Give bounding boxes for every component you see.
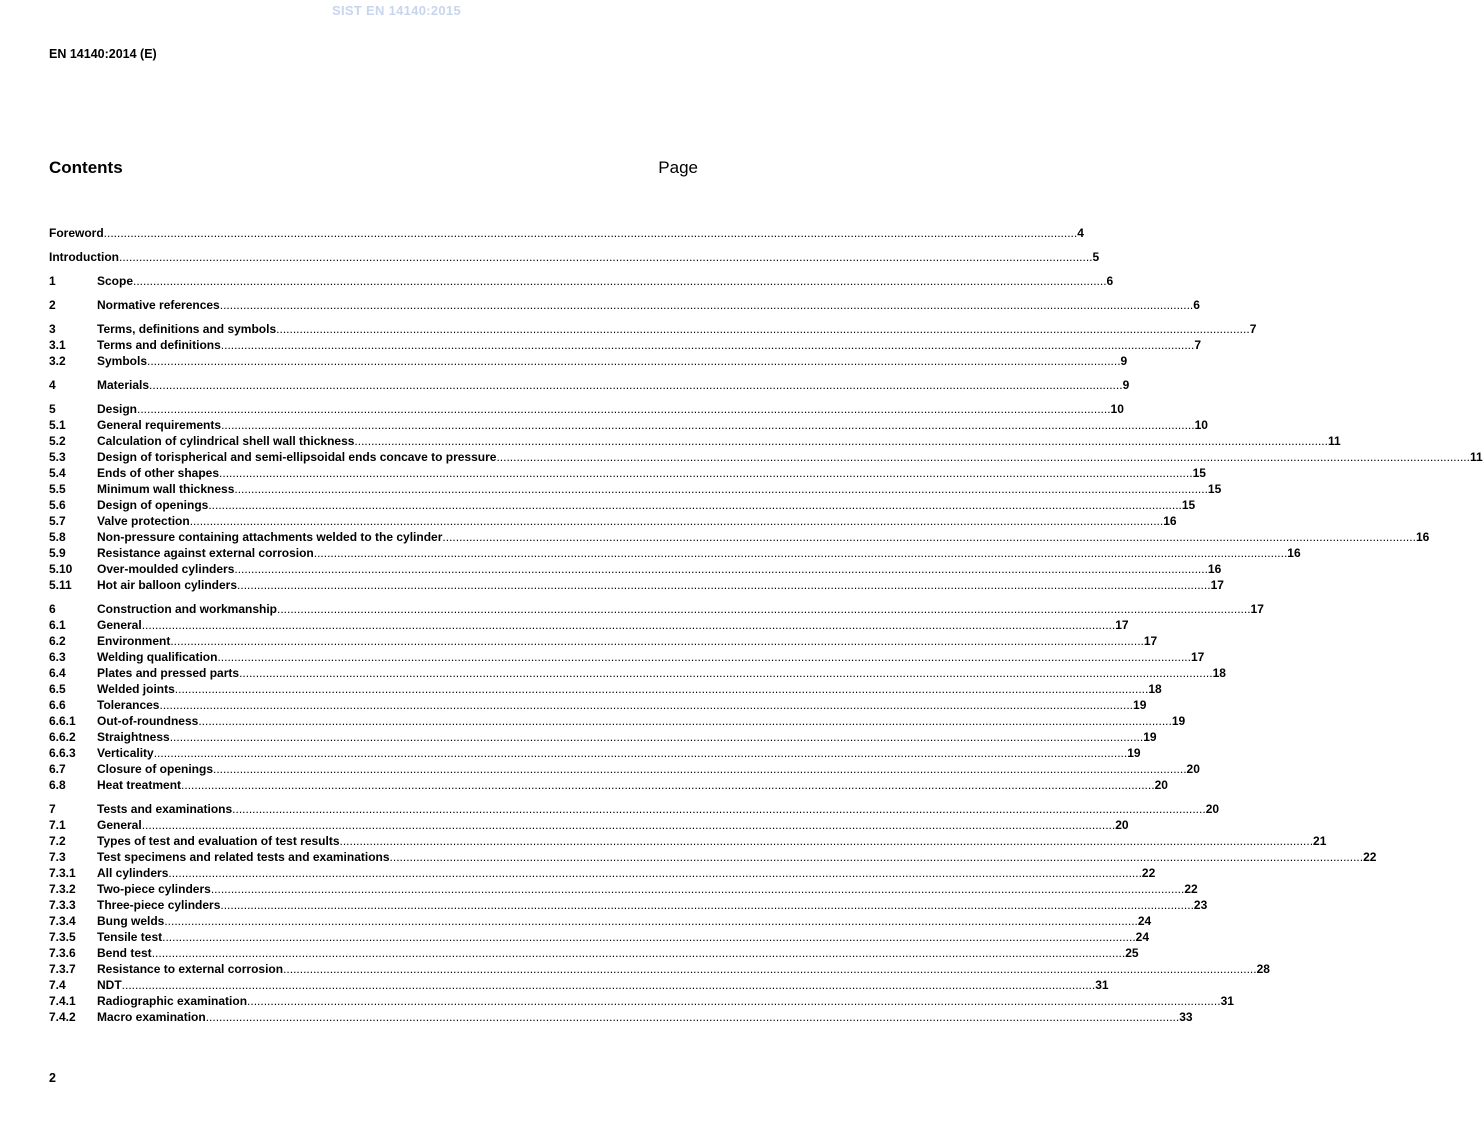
toc-entry[interactable] [49, 665, 1226, 681]
toc-entry[interactable] [49, 417, 1208, 433]
toc-dot-leader [247, 993, 1221, 1009]
toc-entry-title: Heat treatment [97, 778, 182, 792]
toc-entry[interactable] [49, 497, 1196, 513]
toc-entry-page: 17 [1143, 634, 1158, 648]
toc-entry-title: Minimum wall thickness [97, 482, 235, 496]
toc-entry-number: 6.3 [49, 650, 66, 664]
toc-dot-leader [220, 897, 1194, 913]
toc-entry-page: 22 [1141, 866, 1156, 880]
toc-entry-number: 6.8 [49, 778, 66, 792]
toc-entry-title: Symbols [97, 354, 148, 368]
toc-entry[interactable] [49, 433, 1341, 449]
toc-entry-title: Bung welds [97, 914, 165, 928]
toc-entry-title: Three-piece cylinders [97, 898, 221, 912]
toc-entry[interactable] [49, 513, 1177, 529]
toc-entry-number: 6.6.2 [49, 730, 76, 744]
toc-entry[interactable] [49, 617, 1129, 633]
toc-dot-leader [190, 513, 1164, 529]
toc-entry-page: 25 [1125, 946, 1139, 960]
toc-entry[interactable] [49, 225, 1084, 241]
toc-entry-title: Terms and definitions [97, 338, 221, 352]
toc-entry-title: Verticality [97, 746, 154, 760]
toc-entry-title: Macro examination [97, 1010, 206, 1024]
toc-entry-title: Two-piece cylinders [97, 882, 211, 896]
toc-entry-page: 10 [1194, 418, 1208, 432]
toc-dot-leader [354, 433, 1328, 449]
toc-entry-page: 19 [1171, 714, 1186, 728]
toc-entry-number: 7.2 [49, 834, 66, 848]
toc-dot-leader [234, 481, 1208, 497]
toc-dot-leader [181, 777, 1155, 793]
toc-dot-leader [237, 577, 1211, 593]
toc-dot-leader [213, 761, 1187, 777]
toc-entry-number: 5.4 [49, 466, 66, 480]
toc-entry-number: 7.3.7 [49, 962, 76, 976]
toc-entry-title: Bend test [97, 946, 152, 960]
toc-entry-title: Design [97, 402, 138, 416]
toc-entry-number: 7.3.2 [49, 882, 76, 896]
toc-entry[interactable] [49, 929, 1150, 945]
toc-entry-page: 6 [1193, 298, 1200, 312]
toc-entry-page: 19 [1127, 746, 1141, 760]
toc-entry-number: 6 [49, 602, 56, 616]
toc-entry[interactable] [49, 545, 1301, 561]
toc-entry-number: 5.10 [49, 562, 73, 576]
toc-dot-leader [211, 881, 1185, 897]
toc-dot-leader [133, 273, 1107, 289]
toc-entry-title: NDT [97, 978, 122, 992]
toc-entry[interactable] [49, 273, 1114, 289]
toc-entry-title: Introduction [49, 250, 119, 264]
toc-entry-number: 5.7 [49, 514, 66, 528]
toc-dot-leader [340, 833, 1314, 849]
toc-dot-leader [122, 977, 1096, 993]
toc-dot-leader [170, 633, 1144, 649]
toc-entry[interactable] [49, 1009, 1193, 1025]
toc-entry[interactable] [49, 337, 1202, 353]
toc-dot-leader [119, 249, 1093, 265]
toc-entry-page: 15 [1192, 466, 1206, 480]
toc-entry-title: Scope [97, 274, 134, 288]
toc-entry-number: 7.4.1 [49, 994, 76, 1008]
toc-entry[interactable] [49, 681, 1162, 697]
toc-dot-leader [142, 817, 1116, 833]
toc-entry-title: Tolerances [97, 698, 160, 712]
toc-entry-title: Normative references [97, 298, 220, 312]
toc-entry-title: Calculation of cylindrical shell wall thickness [97, 434, 355, 448]
toc-entry-page: 33 [1179, 1010, 1193, 1024]
toc-dot-leader [221, 417, 1195, 433]
toc-dot-leader [147, 353, 1121, 369]
toc-entry[interactable] [49, 713, 1186, 729]
toc-entry-title: Environment [97, 634, 171, 648]
toc-entry-title: Test specimens and related tests and examinations [97, 850, 390, 864]
toc-entry-page: 20 [1205, 802, 1220, 816]
toc-entry-number: 5.11 [49, 578, 72, 592]
toc-entry-page: 19 [1133, 698, 1147, 712]
toc-entry-number: 7.3.1 [49, 866, 76, 880]
toc-entry[interactable] [49, 481, 1222, 497]
toc-entry-page: 24 [1137, 914, 1152, 928]
toc-entry-page: 16 [1163, 514, 1177, 528]
toc-entry-number: 6.6 [49, 698, 66, 712]
toc-dot-leader [239, 665, 1213, 681]
toc-entry-page: 20 [1154, 778, 1168, 792]
toc-entry-number: 5.3 [49, 450, 66, 464]
toc-entry-number: 5.5 [49, 482, 66, 496]
toc-entry[interactable] [49, 249, 1100, 265]
toc-entry-number: 1 [49, 274, 56, 288]
page-column-label: Page [658, 158, 698, 177]
toc-entry-number: 5.6 [49, 498, 66, 512]
toc-entry-title: Tests and examinations [97, 802, 233, 816]
toc-dot-leader [219, 465, 1193, 481]
toc-entry-title: General [97, 818, 142, 832]
toc-entry[interactable] [49, 913, 1152, 929]
watermark: SIST EN 14140:2015 [332, 3, 461, 18]
toc-dot-leader [220, 297, 1194, 313]
toc-entry-title: General [97, 618, 142, 632]
toc-entry[interactable] [49, 633, 1158, 649]
toc-entry[interactable] [49, 945, 1139, 961]
toc-entry-page: 17 [1190, 650, 1205, 664]
toc-dot-leader [221, 337, 1195, 353]
toc-entry-title: Resistance against external corrosion [97, 546, 314, 560]
toc-entry-page: 16 [1415, 530, 1430, 544]
toc-group [49, 801, 1377, 1025]
toc-entry-title: Foreword [49, 226, 104, 240]
toc-entry[interactable] [49, 897, 1208, 913]
toc-entry[interactable] [49, 961, 1270, 977]
toc-entry[interactable] [49, 801, 1220, 817]
toc-entry-page: 19 [1143, 730, 1157, 744]
toc-entry-page: 28 [1256, 962, 1270, 976]
toc-entry[interactable] [49, 529, 1430, 545]
toc-entry-title: Materials [97, 378, 150, 392]
toc-entry-title: Valve protection [97, 514, 190, 528]
toc-dot-leader [162, 929, 1136, 945]
toc-entry-title: Hot air balloon cylinders [97, 578, 238, 592]
toc-entry-page: 17 [1210, 578, 1224, 592]
toc-entry[interactable] [49, 577, 1224, 593]
toc-entry-number: 5.9 [49, 546, 66, 560]
toc-entry-title: Design of torispherical and semi-ellipsoidal ends concave to pressure [97, 450, 497, 464]
toc-entry[interactable] [49, 849, 1377, 865]
toc-entry-page: 17 [1115, 618, 1129, 632]
toc-entry[interactable] [49, 601, 1264, 617]
toc-entry-page: 31 [1220, 994, 1234, 1008]
toc-entry-title: Types of test and evaluation of test results [97, 834, 340, 848]
toc-entry[interactable] [49, 321, 1257, 337]
toc-entry-page: 23 [1193, 898, 1208, 912]
toc-entry-title: Straightness [97, 730, 170, 744]
toc-dot-leader [390, 849, 1364, 865]
toc-entry-number: 2 [49, 298, 56, 312]
toc-entry-page: 16 [1207, 562, 1222, 576]
toc-entry-page: 22 [1184, 882, 1198, 896]
toc-dot-leader [137, 401, 1111, 417]
toc-entry-title: Radiographic examination [97, 994, 248, 1008]
toc-entry[interactable] [49, 833, 1327, 849]
toc-dot-leader [442, 529, 1416, 545]
toc-entry[interactable] [49, 977, 1109, 993]
toc-entry-page: 18 [1148, 682, 1162, 696]
toc-dot-leader [175, 681, 1149, 697]
toc-entry-page: 15 [1207, 482, 1222, 496]
toc-dot-leader [206, 1009, 1180, 1025]
toc-entry-page: 7 [1194, 338, 1202, 352]
toc-entry-title: Welding qualification [97, 650, 218, 664]
toc-entry-number: 6.6.3 [49, 746, 76, 760]
toc-entry-page: 24 [1135, 930, 1150, 944]
toc-entry[interactable] [49, 817, 1129, 833]
toc-entry[interactable] [49, 297, 1200, 313]
toc-entry-number: 7.3.6 [49, 946, 76, 960]
toc-dot-leader [217, 649, 1191, 665]
toc-group [49, 601, 1264, 793]
toc-entry-title: Construction and workmanship [97, 602, 278, 616]
toc-dot-leader [168, 865, 1142, 881]
toc-entry-page: 9 [1120, 354, 1128, 368]
toc-entry-number: 5.8 [49, 530, 66, 544]
toc-group [49, 377, 1130, 393]
toc-dot-leader [314, 545, 1288, 561]
toc-entry[interactable] [49, 449, 1483, 465]
toc-entry[interactable] [49, 697, 1147, 713]
toc-group [49, 297, 1200, 313]
toc-entry[interactable] [49, 777, 1168, 793]
toc-entry-page: 17 [1250, 602, 1264, 616]
toc-entry-number: 6.4 [49, 666, 66, 680]
toc-dot-leader [277, 601, 1251, 617]
toc-entry-page: 11 [1327, 434, 1341, 448]
toc-dot-leader [154, 745, 1128, 761]
toc-entry-page: 9 [1122, 378, 1130, 392]
document-id: EN 14140:2014 (E) [49, 47, 157, 61]
toc-entry[interactable] [49, 761, 1200, 777]
toc-entry-page: 21 [1313, 834, 1327, 848]
toc-entry-number: 4 [49, 378, 56, 392]
toc-dot-leader [104, 225, 1078, 241]
toc-entry-title: Plates and pressed parts [97, 666, 240, 680]
toc-entry-number: 7.3.3 [49, 898, 76, 912]
toc-entry-title: Tensile test [97, 930, 163, 944]
toc-dot-leader [232, 801, 1206, 817]
toc-entry-number: 5.1 [49, 418, 66, 432]
toc-entry-title: Out-of-roundness [97, 714, 199, 728]
toc-entry-title: Ends of other shapes [97, 466, 220, 480]
toc-entry-number: 6.2 [49, 634, 66, 648]
toc-entry-page: 11 [1469, 450, 1483, 464]
toc-entry-number: 6.1 [49, 618, 66, 632]
toc-group [49, 273, 1114, 289]
toc-entry-page: 18 [1212, 666, 1226, 680]
toc-entry-page: 7 [1249, 322, 1257, 336]
toc-entry-page: 15 [1181, 498, 1196, 512]
toc-group [49, 225, 1084, 241]
toc-entry-page: 20 [1115, 818, 1129, 832]
toc-entry-number: 3.1 [49, 338, 66, 352]
toc-entry-number: 5 [49, 402, 56, 416]
toc-entry-page: 31 [1095, 978, 1109, 992]
toc-dot-leader [149, 377, 1123, 393]
toc-entry-number: 7.3.4 [49, 914, 76, 928]
toc-entry-title: General requirements [97, 418, 222, 432]
table-of-contents [49, 225, 1483, 1033]
toc-entry-number: 7.3.5 [49, 930, 76, 944]
toc-dot-leader [234, 561, 1208, 577]
toc-entry-number: 7.4 [49, 978, 66, 992]
page-number: 2 [49, 1071, 56, 1085]
toc-entry[interactable] [49, 465, 1206, 481]
toc-entry[interactable] [49, 993, 1234, 1009]
toc-dot-leader [208, 497, 1182, 513]
toc-entry-number: 7 [49, 802, 56, 816]
toc-dot-leader [152, 945, 1126, 961]
toc-entry[interactable] [49, 561, 1222, 577]
toc-entry-title: All cylinders [97, 866, 169, 880]
toc-entry[interactable] [49, 881, 1198, 897]
toc-entry-page: 16 [1287, 546, 1301, 560]
toc-entry-page: 22 [1363, 850, 1377, 864]
toc-entry-number: 7.1 [49, 818, 66, 832]
toc-entry-title: Design of openings [97, 498, 209, 512]
toc-entry-number: 6.6.1 [49, 714, 76, 728]
toc-entry[interactable] [49, 401, 1124, 417]
contents-title: Contents [49, 158, 123, 177]
toc-dot-leader [496, 449, 1470, 465]
toc-entry-title: Resistance to external corrosion [97, 962, 284, 976]
toc-entry-page: 6 [1106, 274, 1114, 288]
toc-entry-page: 20 [1186, 762, 1200, 776]
toc-dot-leader [198, 713, 1172, 729]
toc-group [49, 401, 1483, 593]
toc-entry-number: 6.5 [49, 682, 66, 696]
toc-entry-page: 5 [1092, 250, 1100, 264]
toc-entry-number: 5.2 [49, 434, 66, 448]
toc-entry-page: 4 [1077, 226, 1084, 240]
toc-entry-title: Closure of openings [97, 762, 214, 776]
toc-entry[interactable] [49, 865, 1156, 881]
toc-entry-page: 10 [1110, 402, 1124, 416]
toc-dot-leader [159, 697, 1133, 713]
toc-entry[interactable] [49, 729, 1157, 745]
toc-dot-leader [283, 961, 1257, 977]
toc-entry-number: 6.7 [49, 762, 66, 776]
toc-entry-number: 3.2 [49, 354, 66, 368]
toc-dot-leader [142, 617, 1116, 633]
toc-dot-leader [170, 729, 1144, 745]
toc-entry-title: Welded joints [97, 682, 175, 696]
toc-dot-leader [276, 321, 1250, 337]
toc-entry-number: 3 [49, 322, 56, 336]
toc-entry-number: 7.4.2 [49, 1010, 76, 1024]
toc-entry[interactable] [49, 377, 1130, 393]
toc-entry[interactable] [49, 649, 1205, 665]
toc-entry-title: Non-pressure containing attachments welded to the cylinder [97, 530, 443, 544]
toc-group [49, 321, 1257, 369]
toc-dot-leader [164, 913, 1138, 929]
toc-entry-title: Over-moulded cylinders [97, 562, 235, 576]
toc-group [49, 249, 1100, 265]
toc-entry[interactable] [49, 353, 1128, 369]
toc-entry-number: 7.3 [49, 850, 66, 864]
toc-entry-title: Terms, definitions and symbols [97, 322, 277, 336]
toc-entry[interactable] [49, 745, 1141, 761]
